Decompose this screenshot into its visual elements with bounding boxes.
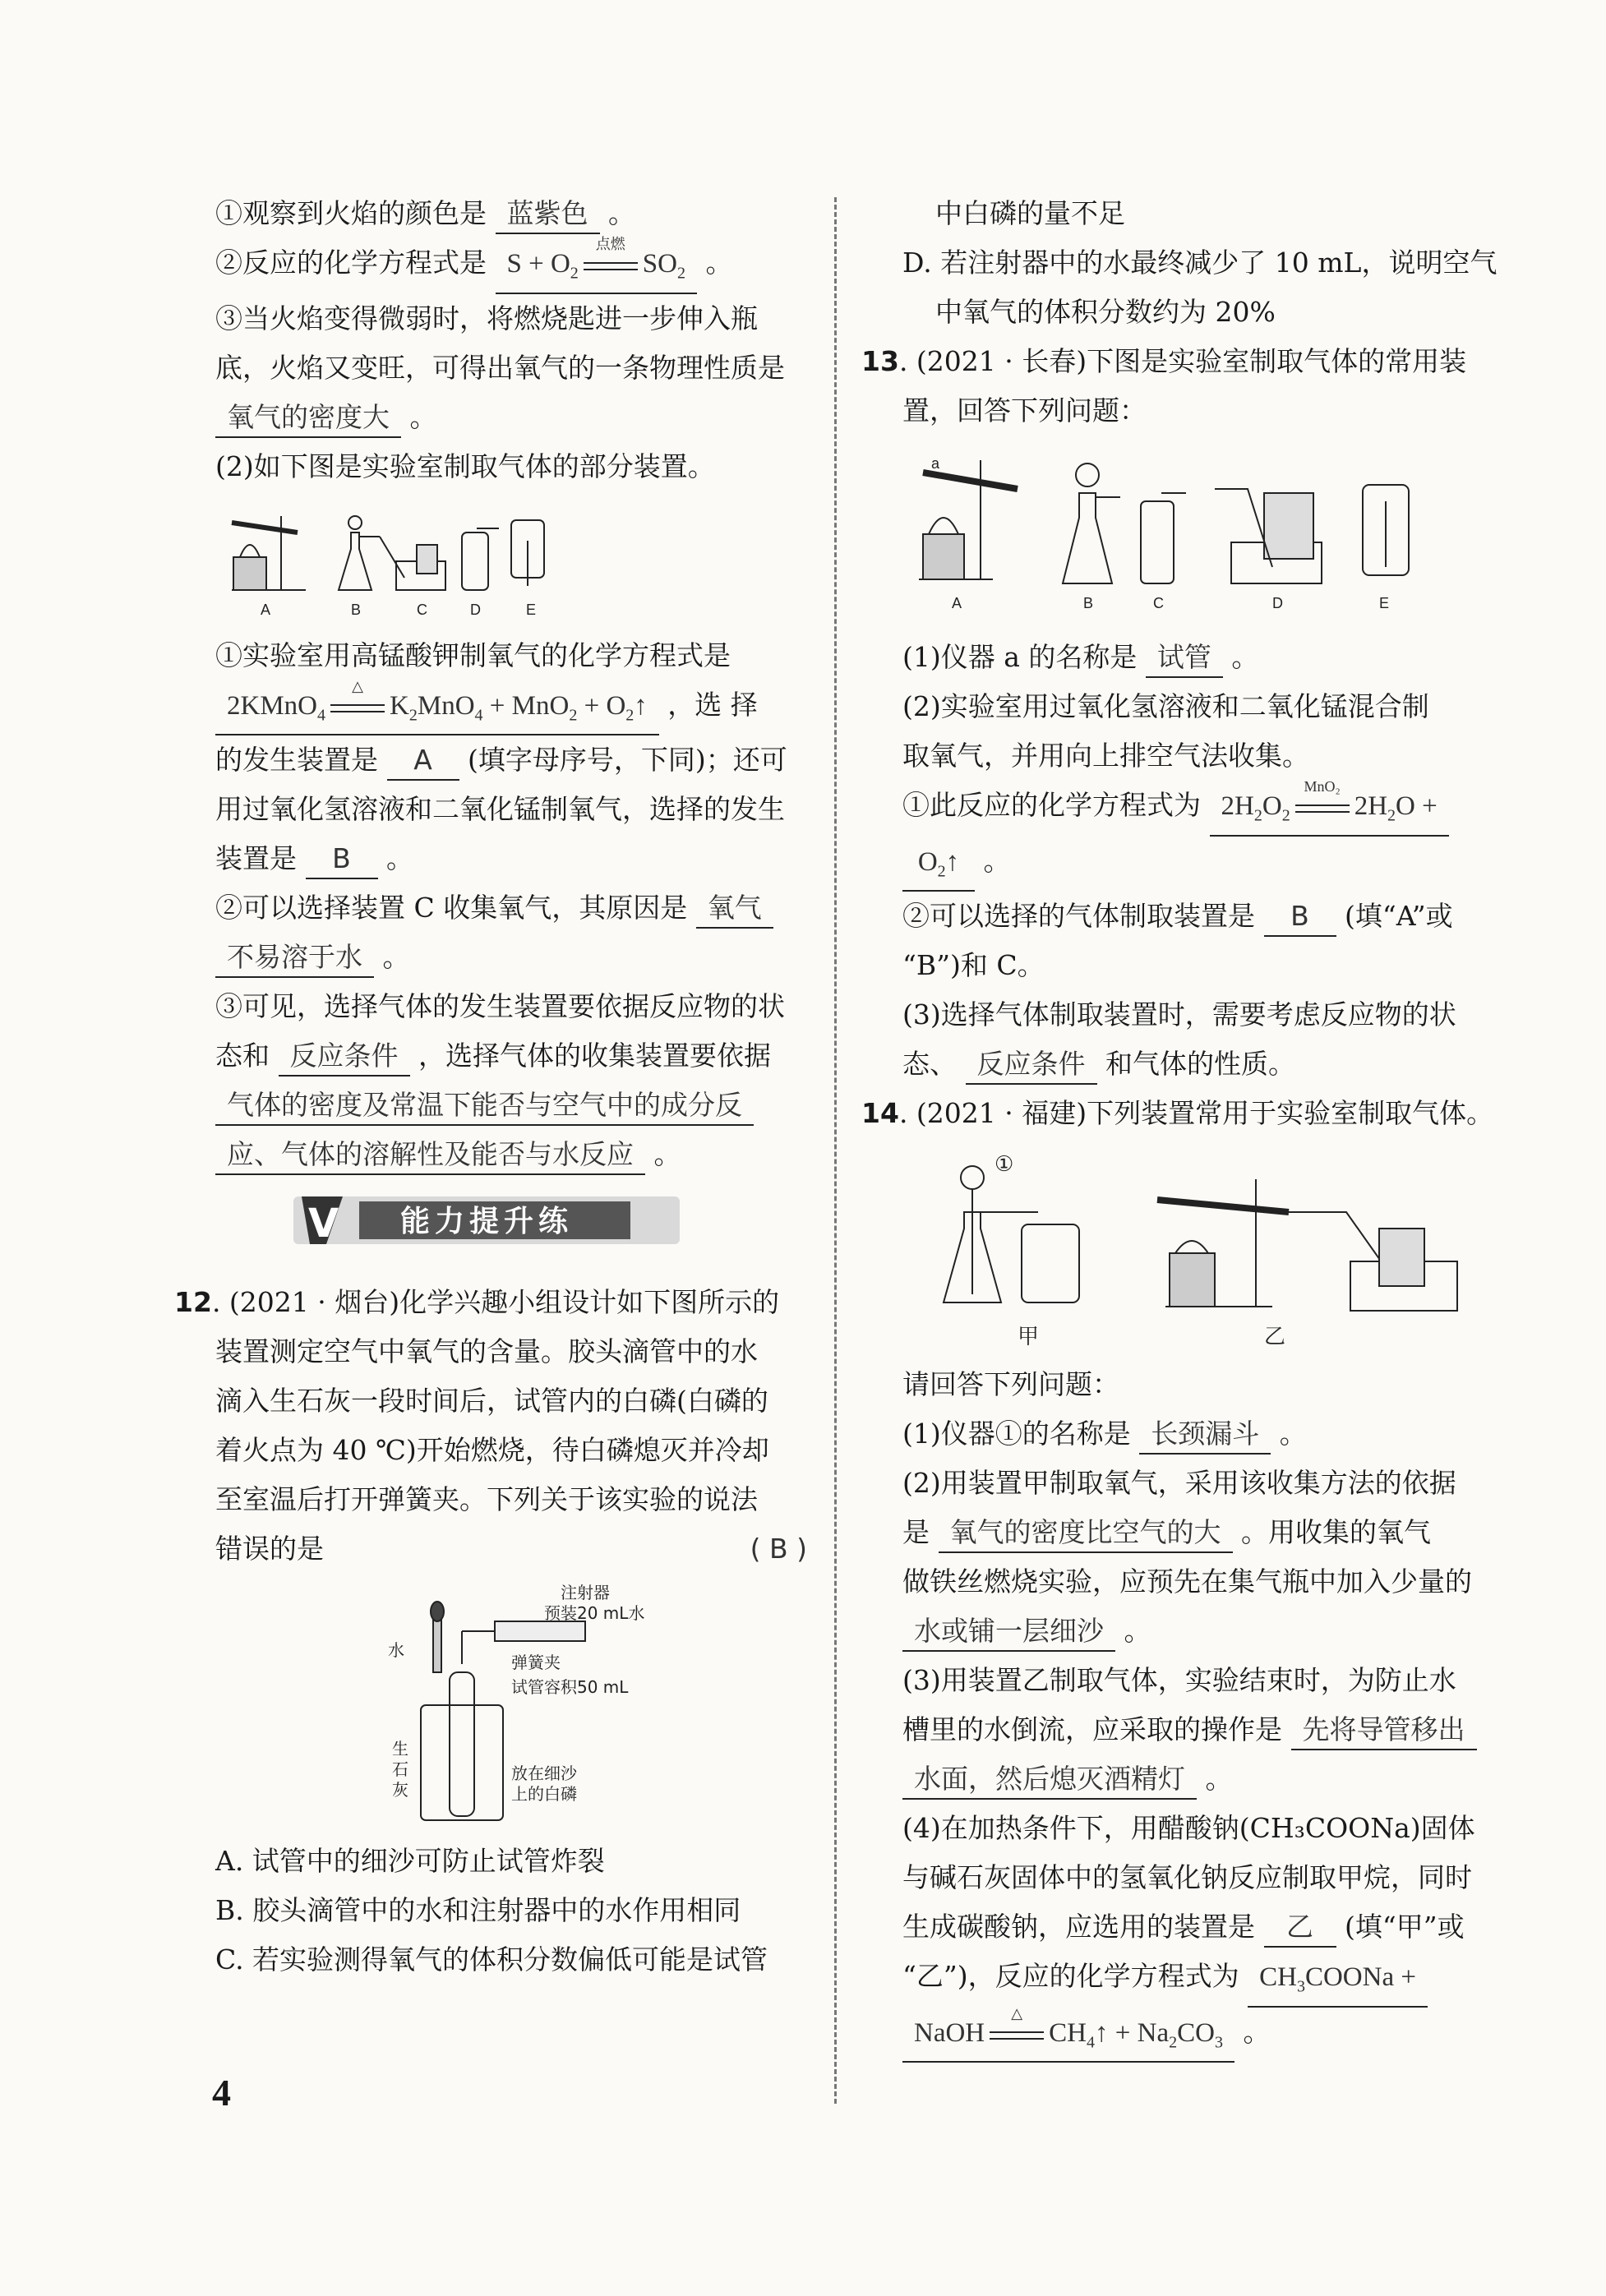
answer-blank: 应、气体的溶解性及能否与水反应 — [215, 1136, 645, 1175]
apparatus-figure-q13 — [902, 444, 1461, 625]
text-line — [902, 1952, 1491, 2008]
answer-equation: $CH_3COONa$ + — [1248, 1958, 1428, 2008]
right-column — [861, 189, 1498, 2063]
choice-option: A. 试管中的细沙可防止试管炸裂 — [215, 1845, 605, 1878]
text-line — [215, 680, 807, 736]
punct: 。 — [1205, 1763, 1233, 1796]
answer-blank: 水面，然后熄灭酒精灯 — [902, 1760, 1197, 1800]
question-text: . (2021 · 长春)下图是实验室制取气体的常用装 — [898, 345, 1467, 377]
answer-equation: $2H_2O_2$ MnO₂ $2H_2O$ + — [1210, 787, 1449, 837]
figure-label: 试管容积50 mL — [511, 1677, 629, 1698]
question-text: 态、 — [902, 1048, 957, 1081]
question-text: ①实验室用高锰酸钾制氧气的化学方程式是 — [215, 639, 731, 671]
column-divider — [834, 197, 837, 2104]
text-line — [215, 735, 807, 785]
question-text: ，选择气体的收集装置要依据 — [418, 1040, 771, 1072]
question-text: 是 — [902, 1516, 930, 1549]
question-number: 12 — [174, 1286, 212, 1319]
question-text: (填“A”或 — [1345, 900, 1453, 933]
text-line — [902, 1040, 1491, 1089]
reaction-condition: MnO₂ — [1304, 778, 1341, 795]
question-text: ③当火焰变得微弱时，将燃烧匙进一步伸入瓶 — [215, 302, 758, 334]
figure-label: 生 — [392, 1739, 408, 1759]
figure-label: 乙 — [1264, 1325, 1286, 1350]
question-text: 错误的是 — [215, 1533, 324, 1565]
question-text: 用过氧化氢溶液和二氧化锰制氧气，选择的发生 — [215, 793, 785, 826]
figure-label: 灰 — [392, 1780, 408, 1800]
apparatus-figure-q14 — [902, 1146, 1461, 1352]
question-text: 和气体的性质。 — [1105, 1048, 1295, 1081]
question-text: (1)仪器 a 的名称是 — [902, 641, 1138, 673]
text-line — [215, 834, 807, 883]
answer-blank: 蓝紫色 — [496, 195, 600, 234]
text-line — [902, 837, 1491, 892]
text-line — [215, 1130, 807, 1179]
text-line — [861, 1089, 1494, 1138]
question-text: 至室温后打开弹簧夹。下列关于该实验的说法 — [215, 1483, 758, 1516]
text-line — [215, 933, 807, 982]
answer-blank: 氧气 — [696, 889, 773, 929]
question-text: ，选 择 — [667, 688, 758, 721]
text-line — [902, 1754, 1491, 1804]
figure-label: 上的白磷 — [511, 1784, 577, 1805]
text-line — [215, 1081, 807, 1130]
reaction-condition: △ — [352, 678, 363, 695]
question-text: 。用收集的氧气 — [1241, 1516, 1431, 1549]
answer-equation: 2KMnO$_4$ △ $K_2MnO_4 + MnO_2$ + $O_2↑$ — [215, 687, 659, 736]
question-text: ②可以选择的气体制取装置是 — [902, 900, 1255, 933]
banner-title: 能力提升练 — [400, 1205, 574, 1239]
question-text: (3)用装置乙制取气体，实验结束时，为防止水 — [902, 1664, 1456, 1697]
question-text: 着火点为 40 ℃)开始燃烧，待白磷熄灭并冷却 — [215, 1434, 769, 1467]
text-line — [902, 778, 1491, 837]
apparatus-figure-a-to-e — [215, 500, 561, 623]
oxygen-measurement-figure — [215, 1582, 807, 1828]
question-text: 取氧气，并用向上排空气法收集。 — [902, 740, 1309, 772]
choice-option: 中白磷的量不足 — [935, 197, 1125, 229]
figure-label: D — [1272, 595, 1283, 611]
figure-label: B — [351, 601, 362, 618]
figure-label: C — [1153, 595, 1164, 611]
figure-label: 预装20 mL水 — [544, 1603, 645, 1624]
text-line — [902, 1607, 1491, 1656]
question-text: (3)选择气体制取装置时，需要考虑反应物的状 — [902, 998, 1456, 1031]
question-text: ①此反应的化学方程式为 — [902, 789, 1201, 821]
text-line — [902, 2005, 1491, 2063]
text-line — [215, 883, 807, 933]
section-banner — [215, 1187, 807, 1261]
question-text: ①观察到火焰的颜色是 — [215, 197, 487, 229]
punct: 。 — [1243, 2015, 1271, 2048]
answer-blank: 氧气的密度比空气的大 — [939, 1514, 1233, 1553]
question-number: 14 — [861, 1097, 899, 1130]
text-line — [215, 238, 807, 294]
text-line — [215, 393, 807, 442]
text-line — [215, 1524, 807, 1574]
text-line — [861, 337, 1491, 386]
question-text: (填“甲”或 — [1345, 1911, 1465, 1943]
choice-answer: ( B ) — [750, 1533, 807, 1565]
punct: 。 — [608, 197, 635, 229]
reaction-condition: △ — [1011, 2005, 1023, 2022]
choice-option: D. 若注射器中的水最终减少了 10 mL，说明空气 — [902, 247, 1498, 279]
left-column — [174, 189, 807, 1985]
punct: 。 — [1124, 1615, 1151, 1648]
question-text: 的发生装置是 — [215, 744, 378, 777]
question-text: “乙”)，反应的化学方程式为 — [902, 1960, 1239, 1993]
question-text: 底，火焰又变旺，可得出氧气的一条物理性质是 — [215, 351, 785, 384]
reaction-condition: 点燃 — [595, 236, 625, 253]
punct: 。 — [1279, 1418, 1307, 1450]
punct: 。 — [386, 842, 413, 875]
question-text: 做铁丝燃烧实验，应预先在集气瓶中加入少量的 — [902, 1565, 1472, 1598]
text-line — [902, 1705, 1491, 1754]
question-text: (2)实验室用过氧化氢溶液和二氧化锰混合制 — [902, 690, 1429, 722]
question-text: 装置是 — [215, 842, 297, 875]
question-text: “B”)和 C。 — [902, 949, 1045, 982]
text-line — [174, 1278, 807, 1327]
question-text: ③可见，选择气体的发生装置要依据反应物的状 — [215, 990, 785, 1023]
question-text: 槽里的水倒流，应采取的操作是 — [902, 1713, 1282, 1746]
question-text: (1)仪器①的名称是 — [902, 1418, 1131, 1450]
figure-label: B — [1083, 595, 1094, 611]
question-text: 生成碳酸钠，应选用的装置是 — [902, 1911, 1255, 1943]
text-line — [215, 189, 807, 238]
question-text: 装置测定空气中氧气的含量。胶头滴管中的水 — [215, 1335, 758, 1368]
question-number: 13 — [861, 345, 899, 377]
question-text: ②反应的化学方程式是 — [215, 247, 487, 279]
text-line — [902, 633, 1491, 682]
figure-label: A — [261, 601, 271, 618]
question-text: 请回答下列问题： — [902, 1368, 1119, 1401]
text-line — [215, 1031, 807, 1081]
figure-label: a — [931, 455, 940, 472]
answer-blank: 气体的密度及常温下能否与空气中的成分反 — [215, 1086, 754, 1126]
figure-label: 弹簧夹 — [511, 1653, 561, 1673]
answer-equation: NaOH △ $CH_4↑ + Na_2CO_3$ — [902, 2014, 1234, 2063]
figure-label: ① — [995, 1152, 1014, 1178]
figure-label: 注射器 — [561, 1583, 610, 1603]
figure-label: C — [417, 601, 427, 618]
choice-option: C. 若实验测得氧气的体积分数偏低可能是试管 — [215, 1943, 768, 1976]
choice-option: B. 胶头滴管中的水和注射器中的水作用相同 — [215, 1894, 741, 1927]
question-text: . (2021 · 福建)下列装置常用于实验室制取气体。 — [898, 1097, 1494, 1130]
question-text: (2)用装置甲制取氧气，采用该收集方法的依据 — [902, 1467, 1456, 1500]
answer-blank: 乙 — [1264, 1908, 1336, 1948]
question-text: (填字母序号，下同)；还可 — [468, 744, 787, 777]
answer-equation: $O_2↑$ — [902, 843, 975, 892]
page-number: 4 — [212, 2072, 231, 2114]
question-text: 与碱石灰固体中的氢氧化钠反应制取甲烷，同时 — [902, 1861, 1472, 1894]
answer-blank: 水或铺一层细沙 — [902, 1612, 1115, 1652]
punct: 。 — [409, 400, 437, 433]
question-text: 滴入生石灰一段时间后，试管内的白磷(白磷的 — [215, 1385, 768, 1418]
text-line — [902, 892, 1491, 941]
text-line — [902, 1409, 1491, 1459]
figure-label: A — [952, 595, 962, 611]
figure-label: E — [1379, 595, 1390, 611]
choice-option: 中氧气的体积分数约为 20% — [935, 296, 1276, 328]
answer-blank: 先将导管移出 — [1291, 1711, 1477, 1750]
answer-blank: 长颈漏斗 — [1139, 1415, 1271, 1455]
figure-label: 放在细沙 — [511, 1763, 577, 1784]
banner-logo-letter: V — [308, 1201, 339, 1247]
figure-label: D — [470, 601, 481, 618]
punct: 。 — [382, 941, 410, 974]
question-text: 态和 — [215, 1040, 270, 1072]
question-text: (4)在加热条件下，用醋酸钠(CH₃COONa)固体 — [902, 1812, 1475, 1845]
answer-blank: A — [387, 741, 459, 781]
question-text: (2)如下图是实验室制取气体的部分装置。 — [215, 450, 715, 482]
figure-label: E — [526, 601, 537, 618]
answer-blank: 氧气的密度大 — [215, 399, 401, 438]
answer-blank: B — [1264, 897, 1336, 937]
punct: 。 — [983, 844, 1011, 877]
text-line — [902, 1508, 1491, 1557]
figure-label: 甲 — [1018, 1325, 1040, 1350]
answer-blank: 不易溶于水 — [215, 938, 374, 978]
answer-blank: 试管 — [1146, 639, 1223, 678]
punct: 。 — [653, 1138, 681, 1171]
punct: 。 — [1231, 641, 1259, 673]
figure-label: 石 — [392, 1759, 408, 1780]
figure-label: 水 — [388, 1640, 404, 1661]
question-text: 置，回答下列问题： — [902, 394, 1147, 426]
question-text: . (2021 · 烟台)化学兴趣小组设计如下图所示的 — [211, 1286, 780, 1319]
punct: 。 — [705, 247, 733, 279]
answer-equation: $S + O_2$ 点燃 $SO_2$ — [496, 245, 697, 294]
answer-blank: 反应条件 — [966, 1045, 1097, 1085]
answer-blank: 反应条件 — [279, 1037, 410, 1077]
question-text: ②可以选择装置 C 收集氧气，其原因是 — [215, 892, 688, 924]
text-line — [902, 1902, 1491, 1952]
answer-blank: B — [306, 840, 378, 879]
